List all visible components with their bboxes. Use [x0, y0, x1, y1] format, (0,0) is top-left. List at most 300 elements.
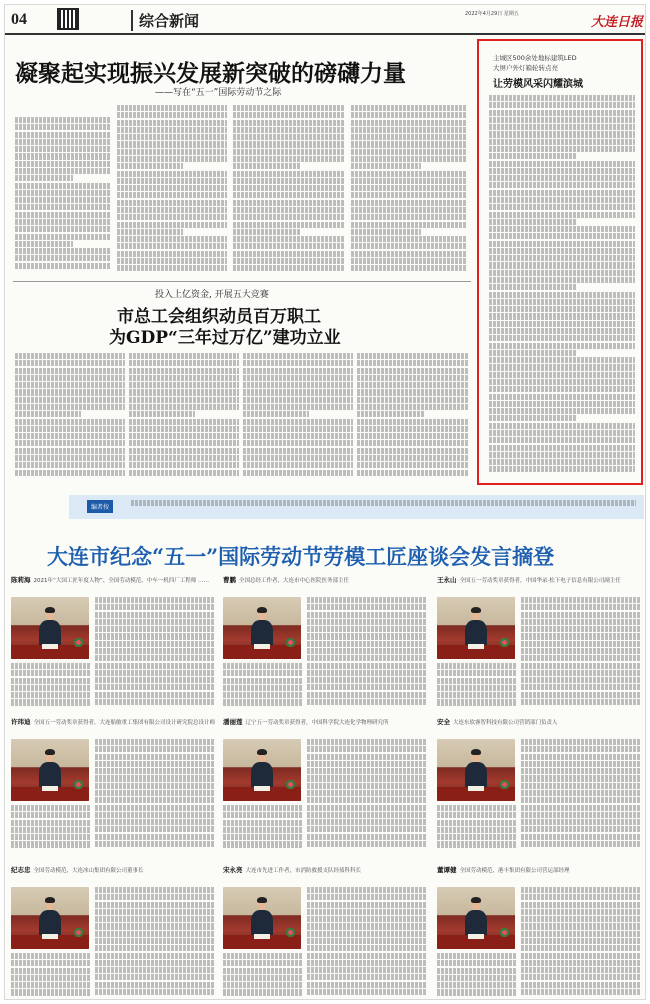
text-line — [489, 110, 635, 116]
speaker-photo — [437, 597, 515, 659]
text-line — [489, 161, 635, 167]
text-line — [521, 775, 641, 781]
text-line — [15, 132, 111, 138]
text-line — [117, 265, 227, 271]
text-line — [129, 389, 239, 395]
text-line — [15, 146, 111, 152]
second-kicker: 投入上亿资金, 开展五大竞赛 — [155, 290, 269, 300]
text-line — [307, 641, 427, 647]
text-line — [437, 953, 517, 959]
speaker-card — [11, 867, 215, 1000]
text-line — [95, 887, 215, 893]
speaker-credit — [223, 577, 427, 585]
text-line — [521, 670, 641, 676]
speaker-remarks-cont — [223, 953, 303, 999]
text-line — [95, 805, 215, 811]
text-line — [15, 219, 111, 225]
text-line — [307, 805, 427, 811]
speaker-credit — [11, 867, 215, 875]
text-line — [351, 229, 421, 235]
speaker-name: 安全 — [437, 718, 450, 726]
text-line — [307, 953, 427, 959]
text-line — [489, 248, 635, 254]
text-line — [307, 692, 427, 698]
text-line — [489, 343, 635, 349]
text-line — [95, 670, 215, 676]
text-line — [129, 397, 239, 403]
text-line — [15, 161, 111, 167]
text-line — [489, 153, 577, 159]
text-line — [11, 685, 91, 691]
text-line — [233, 207, 345, 213]
text-line — [15, 175, 73, 181]
text-line — [521, 841, 641, 847]
text-line — [307, 677, 427, 683]
speaker-remarks-cont — [437, 663, 517, 709]
text-line — [15, 448, 125, 454]
text-line — [243, 455, 353, 461]
text-line — [521, 931, 641, 937]
text-line — [489, 401, 635, 407]
text-line — [521, 790, 641, 796]
text-line — [223, 960, 303, 966]
text-line — [521, 699, 641, 705]
text-line — [117, 134, 227, 140]
speaker-name: 潘丽莲 — [223, 718, 243, 726]
text-line — [15, 197, 111, 203]
text-line — [15, 426, 125, 432]
text-line — [15, 248, 111, 254]
text-line — [307, 945, 427, 951]
text-line — [307, 909, 427, 915]
text-line — [243, 448, 353, 454]
text-line — [489, 306, 635, 312]
text-line — [243, 353, 353, 359]
speaker-credit — [437, 867, 641, 875]
text-line — [15, 234, 111, 240]
text-line — [117, 171, 227, 177]
text-line — [117, 243, 227, 249]
text-line — [15, 433, 125, 439]
text-line — [95, 909, 215, 915]
text-line — [307, 619, 427, 625]
text-line — [307, 982, 427, 988]
text-line — [357, 440, 469, 446]
text-line — [521, 834, 641, 840]
speaker-card — [11, 719, 215, 855]
speaker-card — [11, 577, 215, 713]
text-line — [437, 827, 517, 833]
text-line — [351, 178, 467, 184]
editor-note-banner — [69, 495, 644, 519]
text-line — [351, 222, 467, 228]
text-line — [95, 626, 215, 632]
text-line — [15, 124, 111, 130]
speaker-card — [223, 719, 427, 855]
speaker-remarks-cont — [437, 953, 517, 999]
text-line — [95, 938, 215, 944]
text-line — [357, 397, 469, 403]
text-line — [307, 739, 427, 745]
text-line — [357, 353, 469, 359]
speaker-name: 王永山 — [437, 576, 457, 584]
text-line — [129, 470, 239, 476]
text-line — [11, 982, 91, 988]
text-line — [233, 229, 300, 235]
text-line — [243, 440, 353, 446]
text-line — [307, 923, 427, 929]
text-line — [489, 459, 635, 465]
text-line — [95, 797, 215, 803]
text-line — [15, 455, 125, 461]
text-line — [129, 419, 239, 425]
text-line — [243, 419, 353, 425]
text-line — [351, 171, 467, 177]
text-line — [489, 255, 635, 261]
text-line — [351, 134, 467, 140]
text-line — [129, 411, 195, 417]
text-line — [307, 768, 427, 774]
text-line — [351, 251, 467, 257]
speaker-remarks-cont — [223, 663, 303, 709]
text-line — [95, 739, 215, 745]
text-line — [521, 982, 641, 988]
text-line — [521, 692, 641, 698]
text-line — [521, 641, 641, 647]
text-line — [521, 812, 641, 818]
text-line — [351, 207, 467, 213]
text-line — [15, 183, 111, 189]
text-line — [95, 648, 215, 654]
date-info: 2022年4月29日 星期五 — [465, 11, 519, 17]
text-line — [15, 212, 111, 218]
text-line — [489, 262, 635, 268]
second-headline-line2: 为GDP“三年过万亿”建功立业 — [109, 328, 341, 348]
lead-body-col-2 — [117, 105, 227, 277]
feature-headline: 大连市纪念“五一”国际劳动节劳模工匠座谈会发言摘登 — [47, 544, 555, 569]
text-line — [95, 677, 215, 683]
text-line — [489, 357, 635, 363]
text-line — [15, 263, 111, 269]
text-line — [351, 243, 467, 249]
text-line — [521, 894, 641, 900]
text-line — [521, 597, 641, 603]
speaker-role: 全国总经工作者，大连市中心医院医务部主任 — [239, 578, 350, 584]
text-line — [489, 394, 635, 400]
text-line — [233, 192, 345, 198]
text-line — [95, 894, 215, 900]
speaker-remarks-cont — [223, 805, 303, 851]
text-line — [307, 655, 427, 661]
speaker-role: 全国五一劳动奖章获得者，大连船舶重工集团有限公司设计研究院总设计师 — [33, 720, 216, 726]
speaker-remarks-cont — [11, 805, 91, 851]
text-line — [129, 448, 239, 454]
text-line — [437, 989, 517, 995]
text-line — [117, 207, 227, 213]
text-line — [223, 968, 303, 974]
text-line — [489, 204, 635, 210]
text-line — [521, 938, 641, 944]
text-line — [521, 826, 641, 832]
text-line — [489, 408, 635, 414]
text-line — [95, 945, 215, 951]
text-line — [489, 270, 635, 276]
speaker-remarks-cont — [437, 805, 517, 851]
text-line — [521, 739, 641, 745]
text-line — [357, 426, 469, 432]
text-line — [489, 124, 635, 130]
divider — [13, 281, 471, 282]
text-line — [117, 214, 227, 220]
text-line — [129, 375, 239, 381]
text-line — [95, 974, 215, 980]
speaker-card — [223, 577, 427, 713]
text-line — [243, 426, 353, 432]
text-line — [11, 820, 91, 826]
text-line — [233, 127, 345, 133]
text-line — [129, 433, 239, 439]
text-line — [117, 149, 227, 155]
text-line — [307, 612, 427, 618]
speaker-photo — [437, 739, 515, 801]
text-line — [223, 820, 303, 826]
speaker-credit — [11, 719, 215, 727]
text-line — [15, 117, 111, 123]
editor-note-body — [131, 500, 636, 514]
text-line — [223, 841, 303, 847]
second-body-col-1 — [15, 353, 125, 481]
text-line — [357, 448, 469, 454]
speaker-photo — [11, 887, 89, 949]
text-line — [357, 419, 469, 425]
text-line — [357, 382, 469, 388]
text-line — [489, 284, 577, 290]
text-line — [223, 678, 303, 684]
text-line — [489, 219, 577, 225]
text-line — [351, 141, 467, 147]
text-line — [521, 626, 641, 632]
text-line — [95, 633, 215, 639]
text-line — [11, 670, 91, 676]
text-line — [437, 685, 517, 691]
second-body-col-3 — [243, 353, 353, 481]
text-line — [15, 360, 125, 366]
text-line — [15, 255, 111, 261]
speaker-photo — [11, 739, 89, 801]
text-line — [243, 382, 353, 388]
text-line — [307, 887, 427, 893]
text-line — [117, 105, 227, 111]
qr-code-icon — [57, 8, 79, 30]
text-line — [521, 989, 641, 995]
text-line — [307, 819, 427, 825]
text-line — [521, 909, 641, 915]
text-line — [95, 812, 215, 818]
text-line — [307, 633, 427, 639]
highlighted-article-box — [477, 39, 643, 485]
text-line — [307, 989, 427, 995]
text-line — [11, 989, 91, 995]
text-line — [437, 678, 517, 684]
text-line — [489, 292, 635, 298]
text-line — [11, 678, 91, 684]
text-line — [15, 226, 111, 232]
text-line — [117, 112, 227, 118]
text-line — [489, 182, 635, 188]
text-line — [11, 968, 91, 974]
text-line — [489, 423, 635, 429]
text-line — [223, 805, 303, 811]
text-line — [351, 258, 467, 264]
text-line — [131, 500, 636, 506]
text-line — [95, 699, 215, 705]
text-line — [489, 233, 635, 239]
text-line — [15, 241, 73, 247]
text-line — [437, 968, 517, 974]
text-line — [307, 797, 427, 803]
lead-headline: 凝聚起实现振兴发展新突破的磅礴力量 — [15, 60, 406, 87]
text-line — [95, 960, 215, 966]
text-line — [489, 175, 635, 181]
text-line — [521, 633, 641, 639]
text-line — [95, 684, 215, 690]
text-line — [521, 974, 641, 980]
text-line — [95, 619, 215, 625]
speaker-photo — [437, 887, 515, 949]
text-line — [95, 754, 215, 760]
text-line — [351, 127, 467, 133]
text-line — [117, 141, 227, 147]
text-line — [357, 375, 469, 381]
text-line — [489, 437, 635, 443]
text-line — [489, 131, 635, 137]
text-line — [15, 168, 111, 174]
text-line — [11, 692, 91, 698]
speaker-card — [437, 719, 641, 855]
speaker-credit — [11, 577, 215, 585]
text-line — [437, 841, 517, 847]
text-line — [95, 655, 215, 661]
speaker-remarks — [95, 739, 215, 851]
text-line — [521, 768, 641, 774]
text-line — [117, 222, 227, 228]
text-line — [129, 360, 239, 366]
text-line — [243, 433, 353, 439]
text-line — [521, 648, 641, 654]
text-line — [307, 974, 427, 980]
speaker-name: 曹鹏 — [223, 576, 236, 584]
speaker-photo — [223, 739, 301, 801]
text-line — [521, 761, 641, 767]
text-line — [489, 415, 577, 421]
text-line — [233, 141, 345, 147]
text-line — [223, 663, 303, 669]
text-line — [307, 761, 427, 767]
text-line — [521, 783, 641, 789]
text-line — [307, 754, 427, 760]
text-line — [223, 699, 303, 705]
text-line — [95, 819, 215, 825]
text-line — [117, 200, 227, 206]
text-line — [521, 923, 641, 929]
speaker-name: 董谭健 — [437, 866, 457, 874]
text-line — [521, 754, 641, 760]
text-line — [223, 989, 303, 995]
newspaper-logo: 大连日报 — [591, 15, 644, 30]
text-line — [117, 229, 183, 235]
text-line — [15, 440, 125, 446]
text-line — [489, 197, 635, 203]
text-line — [437, 834, 517, 840]
text-line — [95, 604, 215, 610]
text-line — [521, 684, 641, 690]
text-line — [489, 102, 635, 108]
text-line — [351, 156, 467, 162]
editor-note-tag: 编者按 — [87, 500, 113, 513]
text-line — [521, 797, 641, 803]
text-line — [521, 612, 641, 618]
lead-body-col-4 — [351, 105, 467, 277]
text-line — [233, 214, 345, 220]
speaker-remarks-cont — [11, 953, 91, 999]
text-line — [437, 692, 517, 698]
text-line — [95, 902, 215, 908]
text-line — [223, 834, 303, 840]
text-line — [117, 236, 227, 242]
text-line — [307, 699, 427, 705]
text-line — [15, 353, 125, 359]
text-line — [307, 826, 427, 832]
text-line — [233, 163, 300, 169]
speaker-name: 宋永亮 — [223, 866, 243, 874]
speaker-credit — [437, 719, 641, 727]
text-line — [15, 382, 125, 388]
text-line — [243, 411, 309, 417]
text-line — [15, 404, 125, 410]
text-line — [489, 372, 635, 378]
text-line — [489, 430, 635, 436]
text-line — [95, 790, 215, 796]
text-line — [117, 258, 227, 264]
text-line — [95, 982, 215, 988]
speaker-role: 大连东软睿智科技有限公司营销部门负责人 — [453, 720, 558, 726]
text-line — [437, 820, 517, 826]
text-line — [129, 426, 239, 432]
speaker-remarks-cont — [11, 663, 91, 709]
text-line — [129, 455, 239, 461]
sidebar-kicker-line1: 主城区500余处地标建筑LED — [493, 54, 577, 62]
text-line — [15, 411, 81, 417]
sidebar-kicker-line2: 大屏户外灯箱轮转点亮 — [493, 64, 558, 72]
text-line — [233, 200, 345, 206]
speaker-name: 许玮迪 — [11, 718, 31, 726]
text-line — [95, 989, 215, 995]
second-headline-line1: 市总工会组织动员百万职工 — [117, 307, 321, 327]
text-line — [95, 761, 215, 767]
text-line — [307, 597, 427, 603]
text-line — [233, 156, 345, 162]
text-line — [15, 139, 111, 145]
text-line — [489, 328, 635, 334]
text-line — [489, 117, 635, 123]
text-line — [223, 812, 303, 818]
text-line — [521, 655, 641, 661]
text-line — [489, 241, 635, 247]
text-line — [129, 368, 239, 374]
text-line — [223, 692, 303, 698]
text-line — [437, 960, 517, 966]
text-line — [233, 134, 345, 140]
